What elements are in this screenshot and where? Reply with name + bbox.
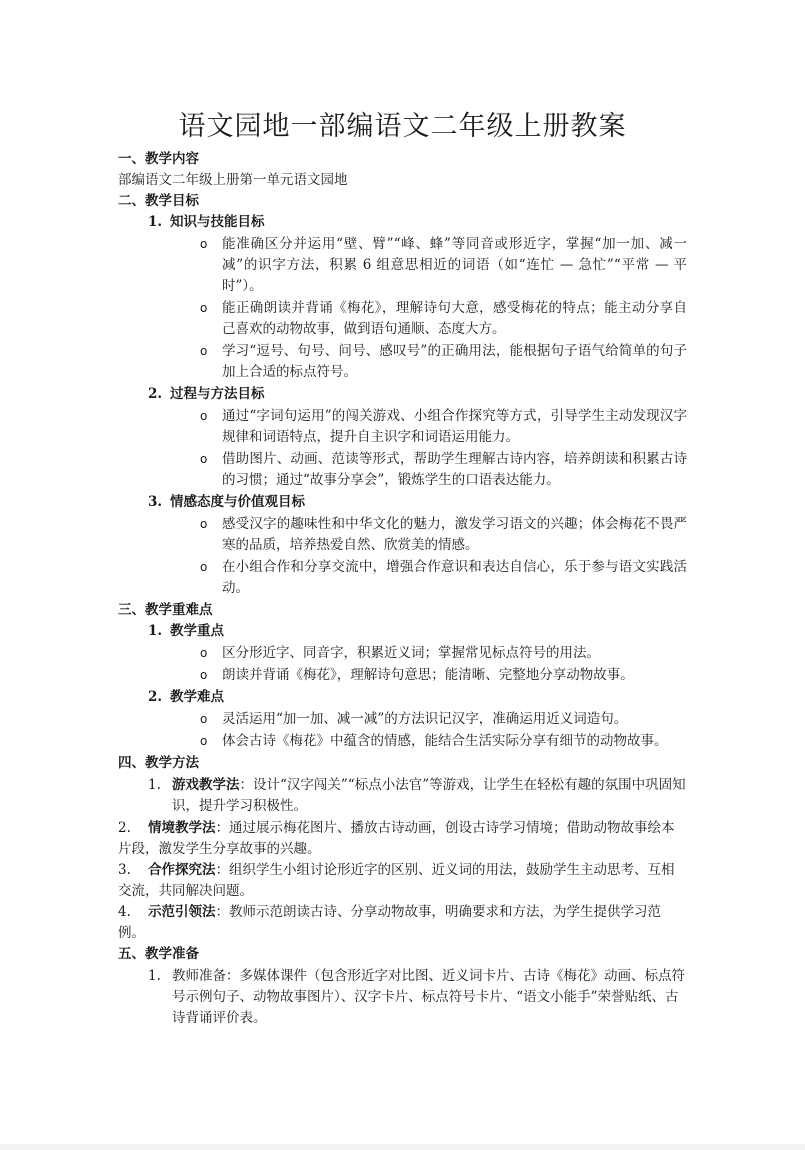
- subheading-number: 2.: [148, 689, 163, 705]
- page-bottom-edge: [0, 1144, 805, 1150]
- method-text: ：教师示范朗读古诗、分享动物故事，明确要求和方法，为学生提供学习范例。: [118, 904, 662, 941]
- subheading-teaching-difficulty: [118, 687, 687, 708]
- list-item: o 感受汉字的趣味性和中华文化的魅力，激发学习语文的兴趣；体会梅花不畏严寒的品质，培养热爱自然、欣赏美的情感。: [200, 516, 687, 553]
- preparation-number: 1.: [148, 968, 161, 984]
- method-item-cooperative: [118, 860, 687, 902]
- bullet-circle-icon: o: [200, 517, 208, 531]
- method-item-game: [118, 775, 687, 817]
- method-number: 2.: [118, 820, 131, 836]
- list-item: o 灵活运用“加一加、减一减”的方法识记汉字，准确运用近义词造句。: [200, 709, 687, 730]
- subheading-number: 1.: [148, 623, 163, 639]
- method-label: 合作探究法: [148, 862, 216, 878]
- list-item: o 学习“逗号、句号、问号、感叹号”的正确用法，能根据句子语气给简单的句子加上合适的标点符号。: [200, 343, 687, 380]
- method-number: 4.: [118, 904, 131, 920]
- list-item: o 体会古诗《梅花》中蕴含的情感，能结合生活实际分享有细节的动物故事。: [200, 731, 687, 752]
- subheading-attitude-values: [118, 492, 687, 513]
- method-text: ：通过展示梅花图片、播放古诗动画，创设古诗学习情境；借助动物故事绘本片段，激发学生分享故事的兴趣。: [118, 820, 675, 857]
- list-item: o 通过“字词句运用”的闯关游戏、小组合作探究等方式，引导学生主动发现汉字规律和词语特点，提升自主识字和词语运用能力。: [200, 408, 687, 445]
- method-label: 示范引领法: [148, 904, 216, 920]
- bullet-list-process: [118, 406, 687, 491]
- bullet-circle-icon: o: [200, 712, 208, 726]
- preparation-item-teacher: [118, 966, 687, 1029]
- method-body: [172, 775, 687, 817]
- section-heading-objectives: 二、教学目标: [118, 193, 199, 209]
- subheading-title: 教学重点: [170, 623, 224, 639]
- bullet-list-knowledge: [118, 234, 687, 383]
- method-label: 游戏教学法: [172, 777, 240, 793]
- subheading-title: 知识与技能目标: [170, 214, 265, 230]
- subheading-knowledge-skills: [118, 212, 687, 233]
- bullet-circle-icon: o: [200, 344, 208, 358]
- bullet-list-difficulty: [118, 709, 687, 752]
- bullet-circle-icon: o: [200, 646, 208, 660]
- method-number: 3.: [118, 862, 131, 878]
- section-content-text: 部编语文二年级上册第一单元语文园地: [118, 172, 348, 188]
- method-number: 1.: [148, 777, 161, 793]
- preparation-text: 教师准备：多媒体课件（包含形近字对比图、近义词卡片、古诗《梅花》动画、标点符号示例句子、动物故事图片）、汉字卡片、标点符号卡片、“语文小能手”荣誉贴纸、古诗背诵评价表。: [172, 968, 685, 1026]
- section-heading-preparation: 五、教学准备: [118, 946, 199, 962]
- list-item: o 借助图片、动画、范读等形式，帮助学生理解古诗内容，培养朗读和积累古诗的习惯；通过“故事分享会”，锻炼学生的口语表达能力。: [200, 451, 687, 488]
- subheading-process-methods: [118, 384, 687, 405]
- method-label: 情境教学法: [148, 820, 216, 836]
- list-item: o 能准确区分并运用“壁、臂”“峰、蜂”等同音或形近字，掌握“加一加、减一减”的识字方法，积累 6 组意思相近的词语（如“连忙 — 急忙”“平常 — 平时”）。: [200, 236, 687, 294]
- bullet-circle-icon: o: [200, 452, 208, 466]
- bullet-circle-icon: o: [200, 668, 208, 682]
- method-text: ：组织学生小组讨论形近字的区别、近义词的用法，鼓励学生主动思考、互相交流，共同解决问题。: [118, 862, 675, 899]
- section-heading-methods: 四、教学方法: [118, 755, 199, 771]
- subheading-title: 教学难点: [170, 689, 224, 705]
- bullet-circle-icon: o: [200, 734, 208, 748]
- document-title: 语文园地一部编语文二年级上册教案: [178, 111, 627, 142]
- bullet-circle-icon: o: [200, 409, 208, 423]
- section-heading-content: 一、教学内容: [118, 151, 199, 167]
- bullet-circle-icon: o: [200, 560, 208, 574]
- subheading-number: 1.: [148, 214, 163, 230]
- subheading-number: 3.: [148, 494, 163, 510]
- bullet-list-focus: [118, 643, 687, 686]
- bullet-circle-icon: o: [200, 301, 208, 315]
- section-heading-key-points: 三、教学重难点: [118, 602, 213, 618]
- subheading-title: 情感态度与价值观目标: [170, 494, 305, 510]
- method-item-demonstration: [118, 902, 687, 944]
- bullet-circle-icon: o: [200, 237, 208, 251]
- subheading-title: 过程与方法目标: [170, 386, 265, 402]
- list-item: o 在小组合作和分享交流中，增强合作意识和表达自信心，乐于参与语文实践活动。: [200, 559, 687, 596]
- method-text: ：设计“汉字闯关”“标点小法官”等游戏，让学生在轻松有趣的氛围中巩固知识，提升学习积极性。: [172, 777, 686, 814]
- method-item-situational: [118, 818, 687, 860]
- subheading-teaching-focus: [118, 621, 687, 642]
- list-item: o 区分形近字、同音字，积累近义词；掌握常见标点符号的用法。: [200, 643, 687, 664]
- subheading-number: 2.: [148, 386, 163, 402]
- list-item: o 朗读并背诵《梅花》，理解诗句意思；能清晰、完整地分享动物故事。: [200, 665, 687, 686]
- bullet-list-attitude: [118, 514, 687, 599]
- list-item: o 能正确朗读并背诵《梅花》，理解诗句大意，感受梅花的特点；能主动分享自己喜欢的动物故事，做到语句通顺、态度大方。: [200, 300, 687, 337]
